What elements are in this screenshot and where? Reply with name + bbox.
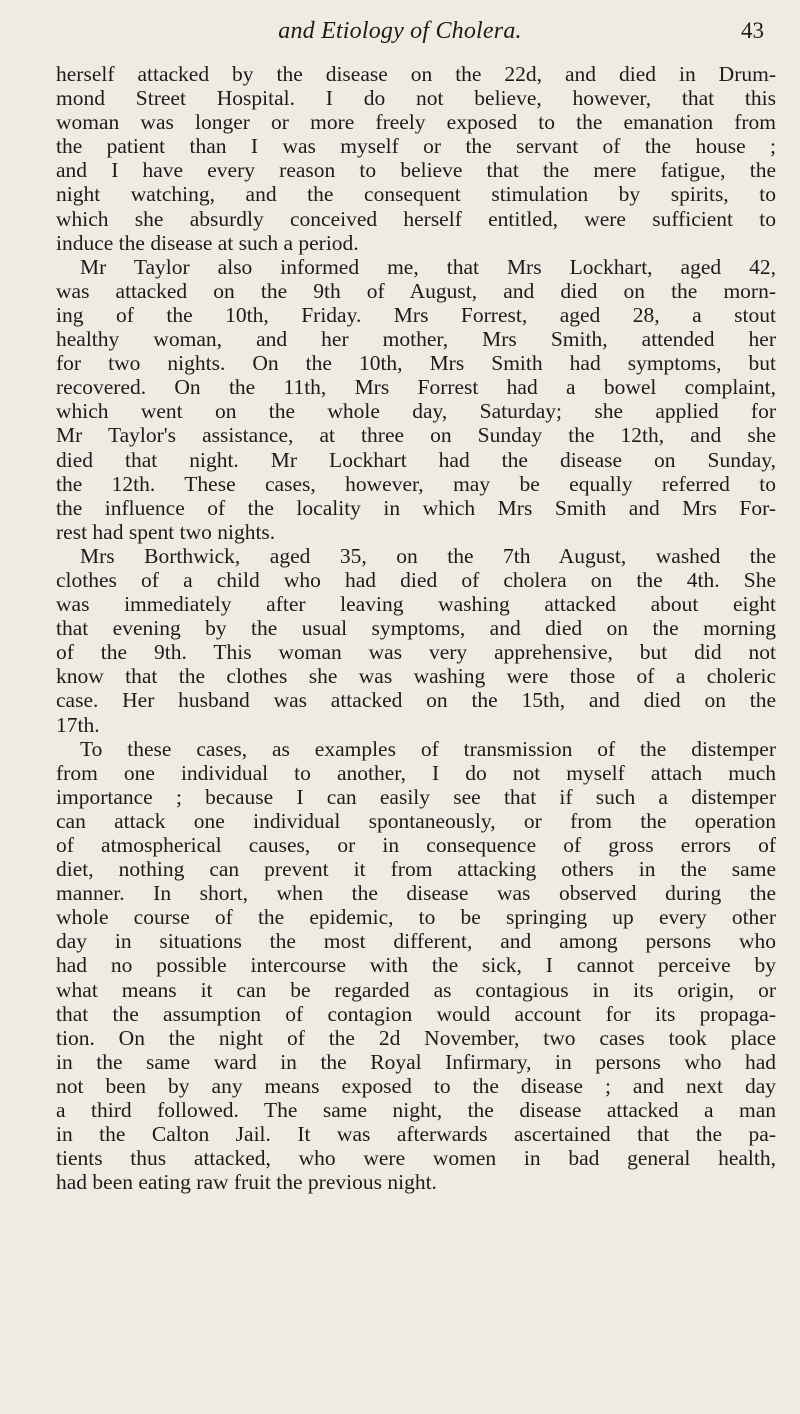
text-line: whole course of the epidemic, to be springing up every other	[56, 905, 776, 930]
text-line: Mrs Borthwick, aged 35, on the 7th August, washed the	[80, 543, 776, 568]
text-line: importance ; because I can easily see that if such a distemper	[56, 784, 776, 809]
text-line: in the same ward in the Royal Infirmary, in persons who had	[56, 1049, 776, 1074]
body-text	[56, 62, 776, 1194]
text-line: healthy woman, and her mother, Mrs Smith, attended her	[56, 327, 776, 352]
text-line: 17th.	[56, 712, 100, 737]
text-line: the influence of the locality in which Mrs Smith and Mrs For-	[56, 495, 776, 520]
text-line: Mr Taylor also informed me, that Mrs Lockhart, aged 42,	[80, 254, 776, 279]
running-title: and Etiology of Cholera.	[278, 18, 522, 44]
text-line: Mr Taylor's assistance, at three on Sunday the 12th, and she	[56, 423, 776, 448]
text-line: clothes of a child who had died of cholera on the 4th. She	[56, 567, 776, 592]
text-line: the 12th. These cases, however, may be equally referred to	[56, 471, 776, 496]
paragraph	[56, 544, 776, 737]
text-line: died that night. Mr Lockhart had the disease on Sunday,	[56, 447, 776, 472]
running-head	[0, 18, 800, 48]
text-line: of atmospherical causes, or in consequence of gross errors of	[56, 833, 776, 857]
text-line: To these cases, as examples of transmission of the distemper	[80, 736, 776, 761]
text-line: night watching, and the consequent stimulation by spirits, to	[56, 182, 776, 207]
paragraph	[56, 737, 776, 1195]
text-line: in the Calton Jail. It was afterwards ascertained that the pa-	[56, 1122, 776, 1147]
text-line: not been by any means exposed to the disease ; and next day	[56, 1073, 776, 1098]
text-line: a third followed. The same night, the disease attacked a man	[56, 1098, 776, 1123]
text-line: that evening by the usual symptoms, and died on the morning	[56, 616, 776, 641]
text-line: can attack one individual spontaneously, or from the operation	[56, 808, 776, 833]
text-line: that the assumption of contagion would account for its propaga-	[56, 1001, 776, 1026]
text-line: had been eating raw fruit the previous night.	[56, 1170, 437, 1195]
text-line: know that the clothes she was washing were those of a choleric	[56, 664, 776, 689]
text-line: tients thus attacked, who were women in bad general health,	[56, 1146, 776, 1171]
text-line: for two nights. On the 10th, Mrs Smith had symptoms, but	[56, 351, 776, 376]
text-line: day in situations the most different, and among persons who	[56, 929, 776, 954]
text-line: case. Her husband was attacked on the 15th, and died on the	[56, 688, 776, 713]
text-line: manner. In short, when the disease was observed during the	[56, 881, 776, 906]
text-line: was attacked on the 9th of August, and died on the morn-	[56, 278, 776, 303]
paragraph	[56, 62, 776, 255]
text-line: ing of the 10th, Friday. Mrs Forrest, aged 28, a stout	[56, 302, 776, 327]
text-line: rest had spent two nights.	[56, 519, 276, 544]
text-line: what means it can be regarded as contagious in its origin, or	[56, 977, 776, 1002]
text-line: of the 9th. This woman was very apprehensive, but did not	[56, 640, 776, 665]
text-line: which went on the whole day, Saturday; she applied for	[56, 399, 776, 424]
text-line: woman was longer or more freely exposed to the emanation from	[56, 110, 776, 135]
text-line: which she absurdly conceived herself entitled, were sufficient to	[56, 206, 776, 231]
paragraph	[56, 255, 776, 544]
text-line: tion. On the night of the 2d November, two cases took place	[56, 1025, 776, 1050]
text-line: recovered. On the 11th, Mrs Forrest had a bowel complaint,	[56, 375, 776, 400]
text-line: from one individual to another, I do not myself attach much	[56, 760, 776, 785]
text-line: the patient than I was myself or the servant of the house ;	[56, 134, 776, 159]
text-line: diet, nothing can prevent it from attacking others in the same	[56, 857, 776, 882]
text-line: had no possible intercourse with the sick, I cannot perceive by	[56, 953, 776, 978]
text-line: was immediately after leaving washing attacked about eight	[56, 592, 776, 617]
text-line: induce the disease at such a period.	[56, 230, 359, 255]
text-line: and I have every reason to believe that the mere fatigue, the	[56, 158, 776, 183]
page-number: 43	[741, 18, 764, 43]
text-line: mond Street Hospital. I do not believe, however, that this	[56, 86, 776, 111]
text-line: herself attacked by the disease on the 22d, and died in Drum-	[56, 62, 776, 86]
